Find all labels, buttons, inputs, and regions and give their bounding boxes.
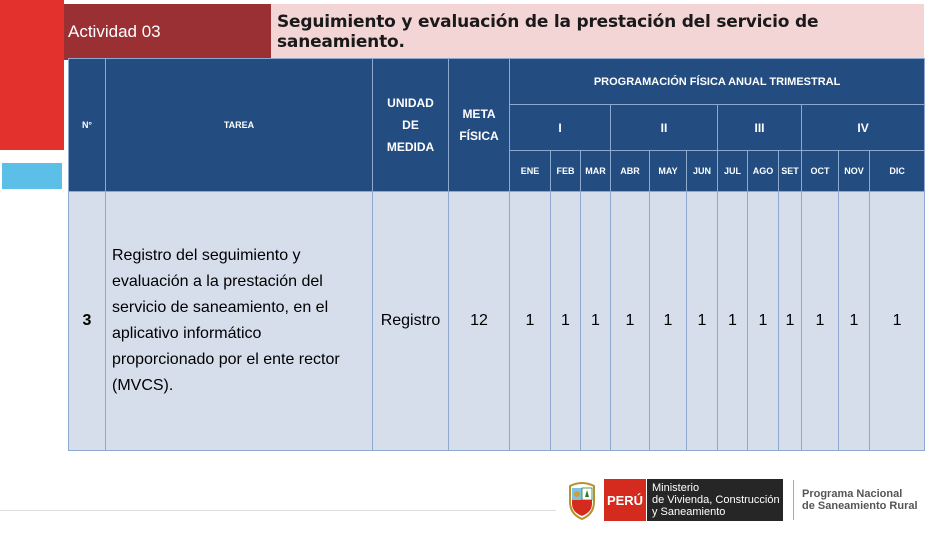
programming-header: PROGRAMACIÓN FÍSICA ANUAL TRIMESTRAL: [510, 59, 925, 105]
col-unit-header: UNIDAD DE MEDIDA: [373, 59, 449, 192]
red-accent-bar: [0, 0, 64, 150]
blue-accent-bar: [2, 163, 62, 189]
peru-label: PERÚ: [604, 479, 646, 521]
month-value: 1: [779, 192, 802, 451]
month-header: SET: [779, 151, 802, 192]
month-value: 1: [510, 192, 551, 451]
quarter-ii: II: [611, 105, 718, 151]
month-value: 1: [839, 192, 870, 451]
month-header: JUL: [718, 151, 748, 192]
month-header: MAR: [581, 151, 611, 192]
month-header: OCT: [802, 151, 839, 192]
month-header: JUN: [687, 151, 718, 192]
month-header: ABR: [611, 151, 650, 192]
month-value: 1: [650, 192, 687, 451]
quarter-i: I: [510, 105, 611, 151]
month-header: MAY: [650, 151, 687, 192]
month-value: 1: [870, 192, 925, 451]
ministry-name: Ministerio de Vivienda, Construcción y Saneamiento: [647, 479, 783, 521]
activity-title: Seguimiento y evaluación de la prestación del servicio de saneamiento.: [271, 4, 924, 60]
table-row: [69, 192, 925, 451]
programming-table: [68, 58, 925, 451]
month-value: 1: [802, 192, 839, 451]
unit-cell: Registro: [373, 192, 449, 451]
month-value: 1: [551, 192, 581, 451]
quarter-iii: III: [718, 105, 802, 151]
meta-cell: 12: [449, 192, 510, 451]
logo-separator: [793, 480, 794, 520]
activity-label: Actividad 03: [64, 4, 271, 60]
ministry-logo: [566, 478, 918, 522]
month-header: DIC: [870, 151, 925, 192]
month-header: AGO: [748, 151, 779, 192]
month-header: FEB: [551, 151, 581, 192]
month-value: 1: [581, 192, 611, 451]
month-value: 1: [687, 192, 718, 451]
program-name: Programa Nacional de Saneamiento Rural: [802, 488, 918, 512]
month-header: ENE: [510, 151, 551, 192]
col-task-header: TAREA: [106, 59, 373, 192]
month-header: NOV: [839, 151, 870, 192]
month-value: 1: [718, 192, 748, 451]
footer-divider: [0, 510, 556, 511]
month-value: 1: [611, 192, 650, 451]
quarter-iv: IV: [802, 105, 925, 151]
month-value: 1: [748, 192, 779, 451]
col-no-header: N°: [69, 59, 106, 192]
col-meta-header: META FÍSICA: [449, 59, 510, 192]
row-number: 3: [69, 192, 106, 451]
coat-of-arms-icon: [566, 480, 598, 520]
task-description: Registro del seguimiento y evaluación a la prestación del servicio de saneamiento, en el aplicativo informático proporcionado por el ente rector (MVCS).: [106, 192, 373, 451]
